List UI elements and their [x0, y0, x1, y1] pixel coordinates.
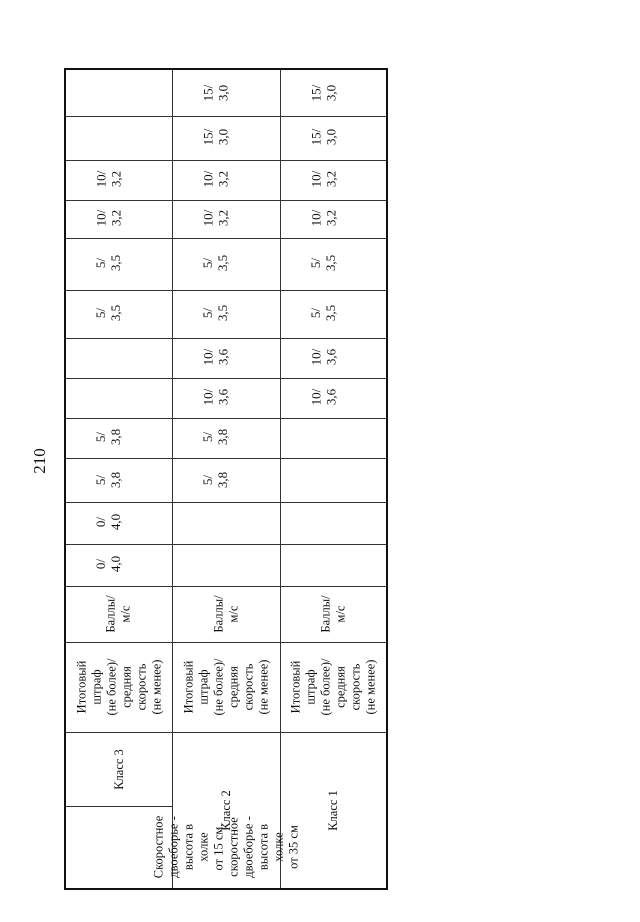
score-value: 3,5	[108, 304, 124, 322]
score-value: 5/	[200, 474, 216, 486]
score-value: 10/	[308, 388, 324, 406]
score-value: 10/	[308, 348, 324, 366]
score-value: 0/	[93, 558, 109, 570]
score-value: 3,0	[215, 128, 231, 146]
unit-cell	[173, 586, 280, 642]
indicator-line: скорость	[241, 663, 256, 711]
class-label: Класс 2	[218, 789, 233, 831]
discipline-line: от 15 см,	[211, 823, 225, 871]
score-value: 3,0	[323, 128, 339, 146]
score-value: 15/	[308, 84, 324, 102]
score-value: 10/	[200, 170, 216, 188]
score-cell	[281, 236, 386, 290]
score-cell	[281, 70, 386, 116]
indicator-line: штраф	[303, 669, 318, 705]
score-cell	[281, 376, 386, 418]
indicator-line: Итоговый	[288, 660, 303, 714]
score-value: 3,8	[108, 428, 124, 446]
score-value: 3,2	[108, 170, 124, 188]
indicator-line: (не более)/	[103, 658, 118, 716]
score-value: 5/	[200, 257, 216, 269]
score-value: 3,0	[215, 84, 231, 102]
discipline-line: от 35 см	[286, 825, 300, 869]
unit-line: м/с	[119, 605, 133, 623]
indicator-line: скорость	[348, 663, 363, 711]
score-value: 10/	[308, 209, 324, 227]
indicator-line: средняя	[333, 666, 348, 708]
page-number: 210	[30, 448, 49, 474]
score-value: 3,6	[215, 348, 231, 366]
discipline-line: двоеборье -	[166, 816, 180, 878]
discipline-line: холке	[196, 832, 210, 862]
score-value: 15/	[200, 128, 216, 146]
score-cell	[173, 416, 280, 458]
discipline-line: Скоростное	[151, 815, 165, 879]
score-cell	[173, 376, 280, 418]
score-cell	[66, 458, 172, 502]
score-cell	[281, 158, 386, 200]
indicator-line: (не более)/	[211, 658, 226, 716]
class-label-cell	[173, 732, 280, 888]
score-value: 3,5	[108, 254, 124, 272]
score-cell	[281, 198, 386, 238]
score-value: 3,6	[323, 388, 339, 406]
discipline-line: высота в	[256, 823, 270, 871]
unit-line: Баллы/	[318, 595, 333, 633]
discipline-line: скоростное	[226, 817, 240, 877]
indicator-line: скорость	[133, 663, 148, 711]
score-value: 15/	[200, 84, 216, 102]
score-value: 3,8	[108, 471, 124, 489]
indicator-line: (не более)/	[318, 658, 333, 716]
score-value: 3,8	[215, 428, 231, 446]
indicator-line: штраф	[88, 669, 103, 705]
score-cell	[281, 114, 386, 160]
indicator-line: Итоговый	[73, 660, 88, 714]
score-cell	[281, 336, 386, 378]
class-label: Класс 3	[111, 748, 126, 790]
indicator-cell	[173, 642, 280, 732]
class-label-cell	[281, 732, 386, 888]
score-value: 3,0	[323, 84, 339, 102]
score-value: 5/	[200, 431, 216, 443]
indicator-line: средняя	[226, 666, 241, 708]
indicator-line: (не менее)	[363, 659, 378, 715]
score-value: 3,6	[323, 348, 339, 366]
score-value: 3,5	[323, 304, 339, 322]
score-value: 3,5	[215, 304, 231, 322]
unit-cell	[66, 586, 172, 642]
score-value: 10/	[93, 170, 109, 188]
score-cell	[66, 236, 172, 290]
score-value: 10/	[200, 388, 216, 406]
score-value: 3,5	[323, 254, 339, 272]
indicator-cell	[66, 642, 172, 732]
indicator-line: средняя	[118, 666, 133, 708]
score-cell	[173, 70, 280, 116]
standards-table	[64, 68, 388, 890]
indicator-line: Итоговый	[181, 660, 196, 714]
class-label-cell	[66, 732, 172, 806]
score-value: 3,2	[323, 209, 339, 227]
indicator-line: (не менее)	[256, 659, 271, 715]
score-value: 3,2	[108, 209, 124, 227]
score-value: 5/	[93, 431, 109, 443]
score-cell	[66, 158, 172, 200]
score-cell	[281, 288, 386, 338]
score-cell	[173, 458, 280, 502]
score-value: 4,0	[108, 513, 124, 531]
score-cell	[66, 288, 172, 338]
unit-cell	[281, 586, 386, 642]
score-value: 5/	[308, 257, 324, 269]
score-value: 10/	[200, 348, 216, 366]
score-value: 3,2	[323, 170, 339, 188]
score-cell	[66, 416, 172, 458]
score-value: 3,2	[215, 170, 231, 188]
unit-line: Баллы/	[211, 595, 226, 633]
score-value: 15/	[308, 128, 324, 146]
score-value: 3,2	[215, 209, 231, 227]
unit-line: Баллы/	[104, 595, 118, 633]
score-value: 10/	[93, 209, 109, 227]
score-value: 10/	[308, 170, 324, 188]
score-value: 5/	[93, 307, 109, 319]
score-cell	[173, 336, 280, 378]
discipline-line: высота в	[181, 823, 195, 871]
indicator-line: (не менее)	[148, 659, 163, 715]
score-value: 5/	[93, 474, 109, 486]
indicator-line: штраф	[196, 669, 211, 705]
score-cell	[173, 158, 280, 200]
discipline-line: холке	[271, 832, 285, 862]
score-value: 4,0	[108, 555, 124, 573]
class-label: Класс 1	[325, 789, 340, 831]
score-cell	[66, 542, 172, 586]
score-value: 5/	[308, 307, 324, 319]
score-value: 0/	[93, 516, 109, 528]
score-cell	[173, 288, 280, 338]
score-cell	[173, 198, 280, 238]
score-value: 3,5	[215, 254, 231, 272]
score-value: 3,6	[215, 388, 231, 406]
score-cell	[66, 198, 172, 238]
score-value: 10/	[200, 209, 216, 227]
unit-line: м/с	[226, 605, 241, 623]
unit-line: м/с	[333, 605, 348, 623]
discipline-line: двоеборье -	[241, 816, 255, 878]
score-cell	[173, 236, 280, 290]
indicator-cell	[281, 642, 386, 732]
score-value: 5/	[93, 257, 109, 269]
score-cell	[173, 114, 280, 160]
score-value: 3,8	[215, 471, 231, 489]
score-cell	[66, 500, 172, 544]
score-value: 5/	[200, 307, 216, 319]
